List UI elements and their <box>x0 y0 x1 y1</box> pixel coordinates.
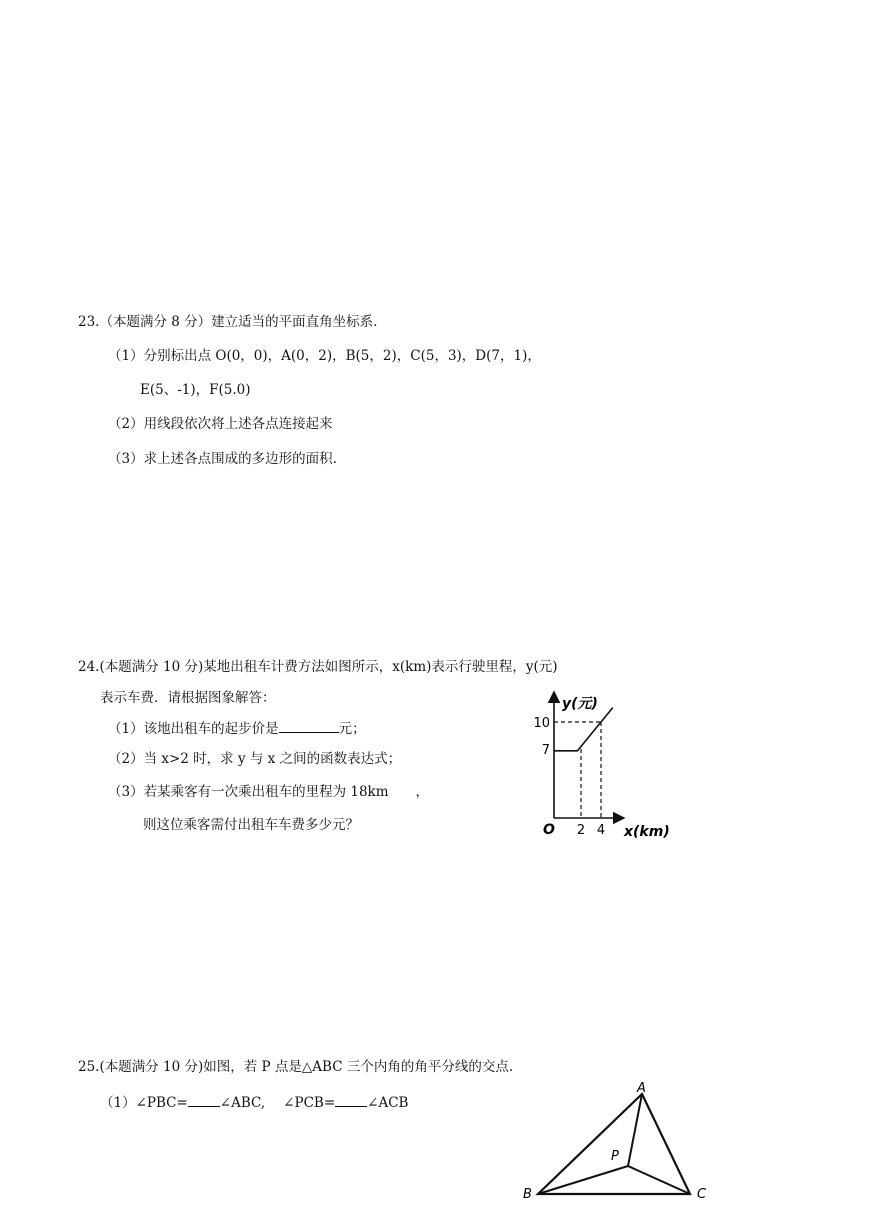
answer-blank[interactable] <box>335 1093 367 1107</box>
x-tick-2: 2 <box>576 823 586 838</box>
x-tick-4: 4 <box>596 823 606 838</box>
answer-blank[interactable] <box>279 719 339 733</box>
q23-part1: （1）分别标出点 O(0，0)，A(0，2)，B(5，2)，C(5，3)，D(7，1)， <box>108 348 541 364</box>
q23-part1-cont: E(5、-1)，F(5.0) <box>140 382 251 398</box>
fare-series-line <box>554 708 613 751</box>
q24-part1-text: （1）该地出租车的起步价是 <box>108 721 279 737</box>
q24-part3-cont: 则这位乘客需付出租车车费多少元？ <box>143 817 359 833</box>
q25-part1-c: ∠PCB= <box>283 1095 336 1111</box>
vertex-label-c: C <box>697 1187 707 1202</box>
y-axis-label: y(元) <box>562 696 598 712</box>
y-tick-7: 7 <box>541 743 550 758</box>
q23-part2: （2）用线段依次将上述各点连接起来 <box>108 416 333 432</box>
q25-part1-a: （1）∠PBC= <box>100 1095 188 1111</box>
q24-title: 24.(本题满分 10 分)某地出租车计费方法如图所示，x(km)表示行驶里程，y(元) <box>78 659 558 675</box>
q24-part2: （2）当 x>2 时，求 y 与 x 之间的函数表达式； <box>108 751 402 767</box>
q23-title: 23.（本题满分 8 分）建立适当的平面直角坐标系. <box>78 314 378 330</box>
vertex-label-a: A <box>637 1081 646 1096</box>
q25-part1 <box>100 1093 408 1112</box>
origin-label: O <box>543 822 555 838</box>
q24-part1 <box>108 719 366 738</box>
triangle-figure <box>515 1076 715 1226</box>
q24-part3: （3）若某乘客有一次乘出租车的里程为 18km ， <box>108 784 430 800</box>
q24-title-cont: 表示车费．请根据图象解答： <box>100 690 276 706</box>
segment-pc <box>628 1166 690 1194</box>
triangle-abc <box>538 1094 690 1194</box>
q23-part3: （3）求上述各点围成的多边形的面积. <box>108 451 337 467</box>
q25-title: 25.(本题满分 10 分)如图，若 P 点是△ABC 三个内角的角平分线的交点. <box>78 1059 514 1075</box>
point-label-p: P <box>611 1149 619 1164</box>
q25-part1-b: ∠ABC, <box>219 1095 266 1111</box>
y-tick-10: 10 <box>533 716 550 731</box>
x-axis-label: x(km) <box>624 824 670 840</box>
taxi-fare-chart <box>528 686 688 846</box>
q24-part1-unit: 元； <box>338 721 366 737</box>
q25-part1-d: ∠ACB <box>367 1095 409 1111</box>
vertex-label-b: B <box>523 1187 532 1202</box>
answer-blank[interactable] <box>188 1093 220 1107</box>
